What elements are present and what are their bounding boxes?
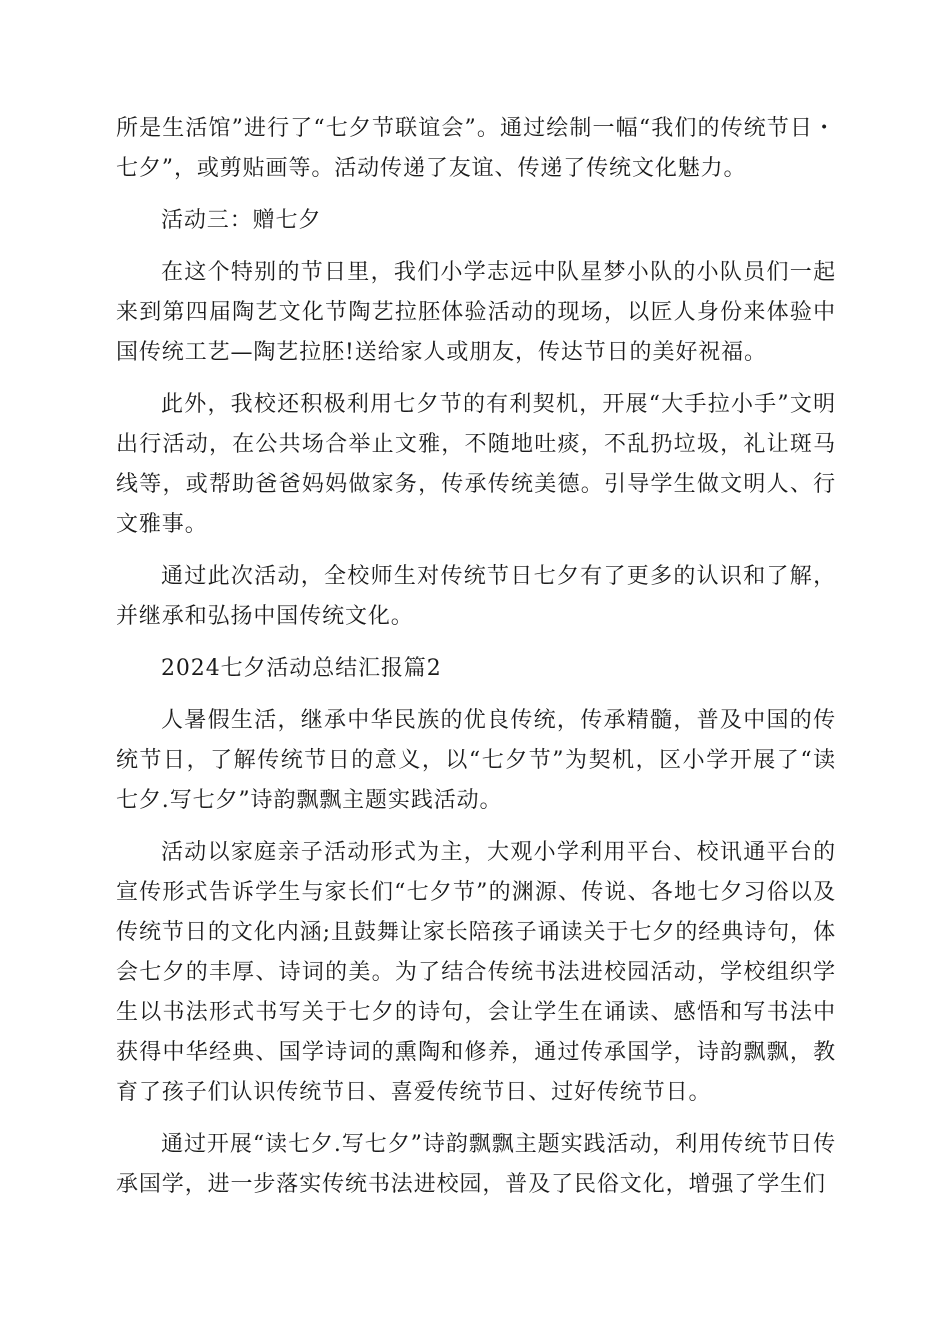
section-heading-activity-three: 活动三：赠七夕 <box>161 208 322 233</box>
paragraph-civilized-travel: 此外，我校还积极利用七夕节的有利契机，开展“大手拉小手”文明出行活动，在公共场合举止文雅，不随地吐痰，不乱扔垃圾，礼让斑马线等，或帮助爸爸妈妈做家务，传承传统美德。引导学生做文明人、行文雅事。 <box>116 392 836 537</box>
paragraph-outcome: 通过开展“读七夕.写七夕”诗韵飘飘主题实践活动，利用传统节日传承国学，进一步落实传统书法进校园，普及了民俗文化，增强了学生们 <box>116 1132 836 1197</box>
paragraph-continuation: 所是生活馆”进行了“七夕节联谊会”。通过绘制一幅“我们的传统节日・七夕”，或剪贴画等。活动传递了友谊、传递了传统文化魅力。 <box>116 116 836 181</box>
paragraph-family-activity: 活动以家庭亲子活动形式为主，大观小学利用平台、校讯通平台的宣传形式告诉学生与家长们“七夕节”的渊源、传说、各地七夕习俗以及传统节日的文化内涵;且鼓舞让家长陪孩子诵读关于七夕的经典诗句，体会七夕的丰厚、诗词的美。为了结合传统书法进校园活动，学校组织学生以书法形式书写关于七夕的诗句，会让学生在诵读、感悟和写书法中获得中华经典、国学诗词的熏陶和修养，通过传承国学，诗韵飘飘，教育了孩子们认识传统节日、喜爱传统节日、过好传统节日。 <box>116 840 836 1105</box>
article-title-part-2: 2024七夕活动总结汇报篇2 <box>161 656 442 681</box>
document-body <box>116 109 836 1217</box>
paragraph-pottery-activity: 在这个特别的节日里，我们小学志远中队星梦小队的小队员们一起来到第四届陶艺文化节陶艺拉胚体验活动的现场，以匠人身份来体验中国传统工艺—陶艺拉胚!送给家人或朋友，传达节日的美好祝福。 <box>116 260 836 365</box>
paragraph-summer-intro: 人暑假生活，继承中华民族的优良传统，传承精髓，普及中国的传统节日，了解传统节日的意义，以“七夕节”为契机，区小学开展了“读七夕.写七夕”诗韵飘飘主题实践活动。 <box>116 708 836 813</box>
paragraph-conclusion: 通过此次活动，全校师生对传统节日七夕有了更多的认识和了解，并继承和弘扬中国传统文化。 <box>116 564 836 629</box>
